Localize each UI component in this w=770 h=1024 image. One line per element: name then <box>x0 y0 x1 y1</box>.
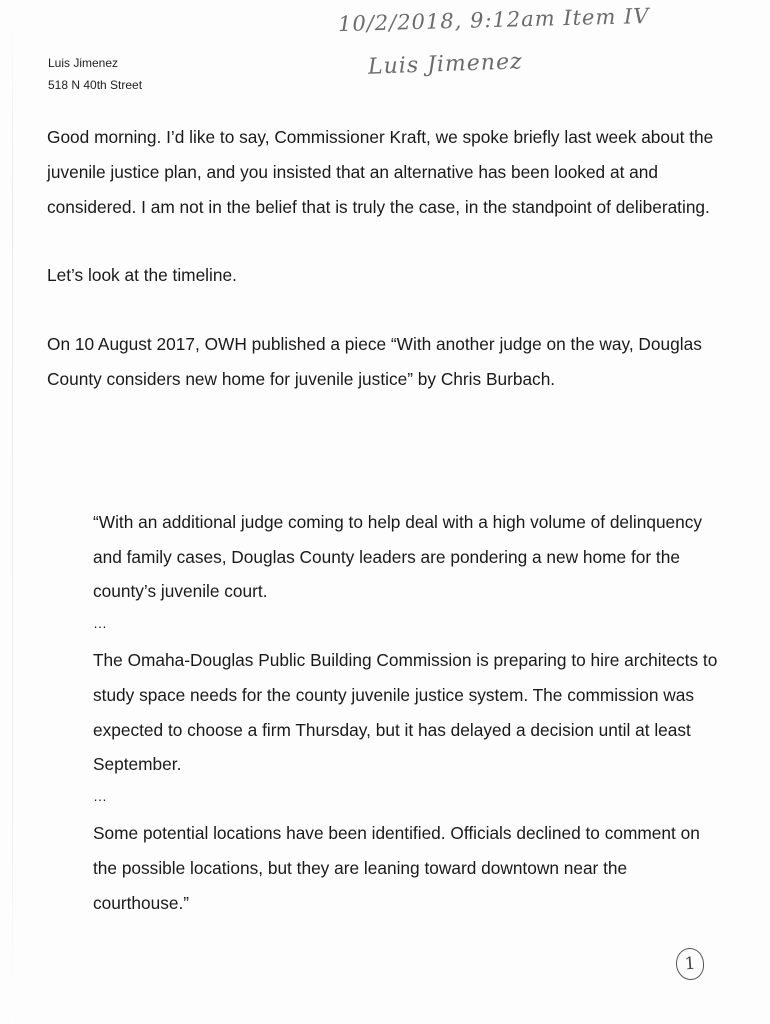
sender-block <box>48 52 142 96</box>
page-number: 1 <box>675 947 705 981</box>
scan-edge-line <box>12 0 13 1024</box>
body-text <box>47 120 727 397</box>
paragraph-article: On 10 August 2017, OWH published a piece “With another judge on the way, Douglas County considers new home for juvenile justice” by Chris Burbach. <box>47 334 702 389</box>
block-quote <box>93 505 723 920</box>
quote-part-2: The Omaha-Douglas Public Building Commission is preparing to hire architects to study space needs for the county juvenile justice system. The commission was expected to choose a firm Thursday, but it has delayed a decision until at least September. <box>93 650 718 775</box>
sender-name: Luis Jimenez <box>48 56 119 70</box>
quote-ellipsis-2: … <box>93 787 108 804</box>
quote-part-3: Some potential locations have been identified. Officials declined to comment on the possible locations, but they are leaning toward downtown near the courthouse.” <box>93 823 700 913</box>
quote-ellipsis-1: … <box>93 614 108 631</box>
handwritten-date-note: 10/2/2018, 9:12am Item IV <box>337 3 650 37</box>
paragraph-intro: Good morning. I’d like to say, Commissioner Kraft, we spoke briefly last week about the juvenile justice plan, and you insisted that an alternative has been looked at and considered. I am not in the belief that is truly the case, in the standpoint of deliberating. <box>47 127 714 217</box>
sender-address: 518 N 40th Street <box>48 78 143 92</box>
handwritten-name-note: Luis Jimenez <box>367 49 524 80</box>
paragraph-timeline: Let’s look at the timeline. <box>47 265 237 286</box>
quote-part-1: “With an additional judge coming to help deal with a high volume of delinquency and family cases, Douglas County leaders are pondering a new home for the county’s juvenile court. <box>93 512 703 602</box>
